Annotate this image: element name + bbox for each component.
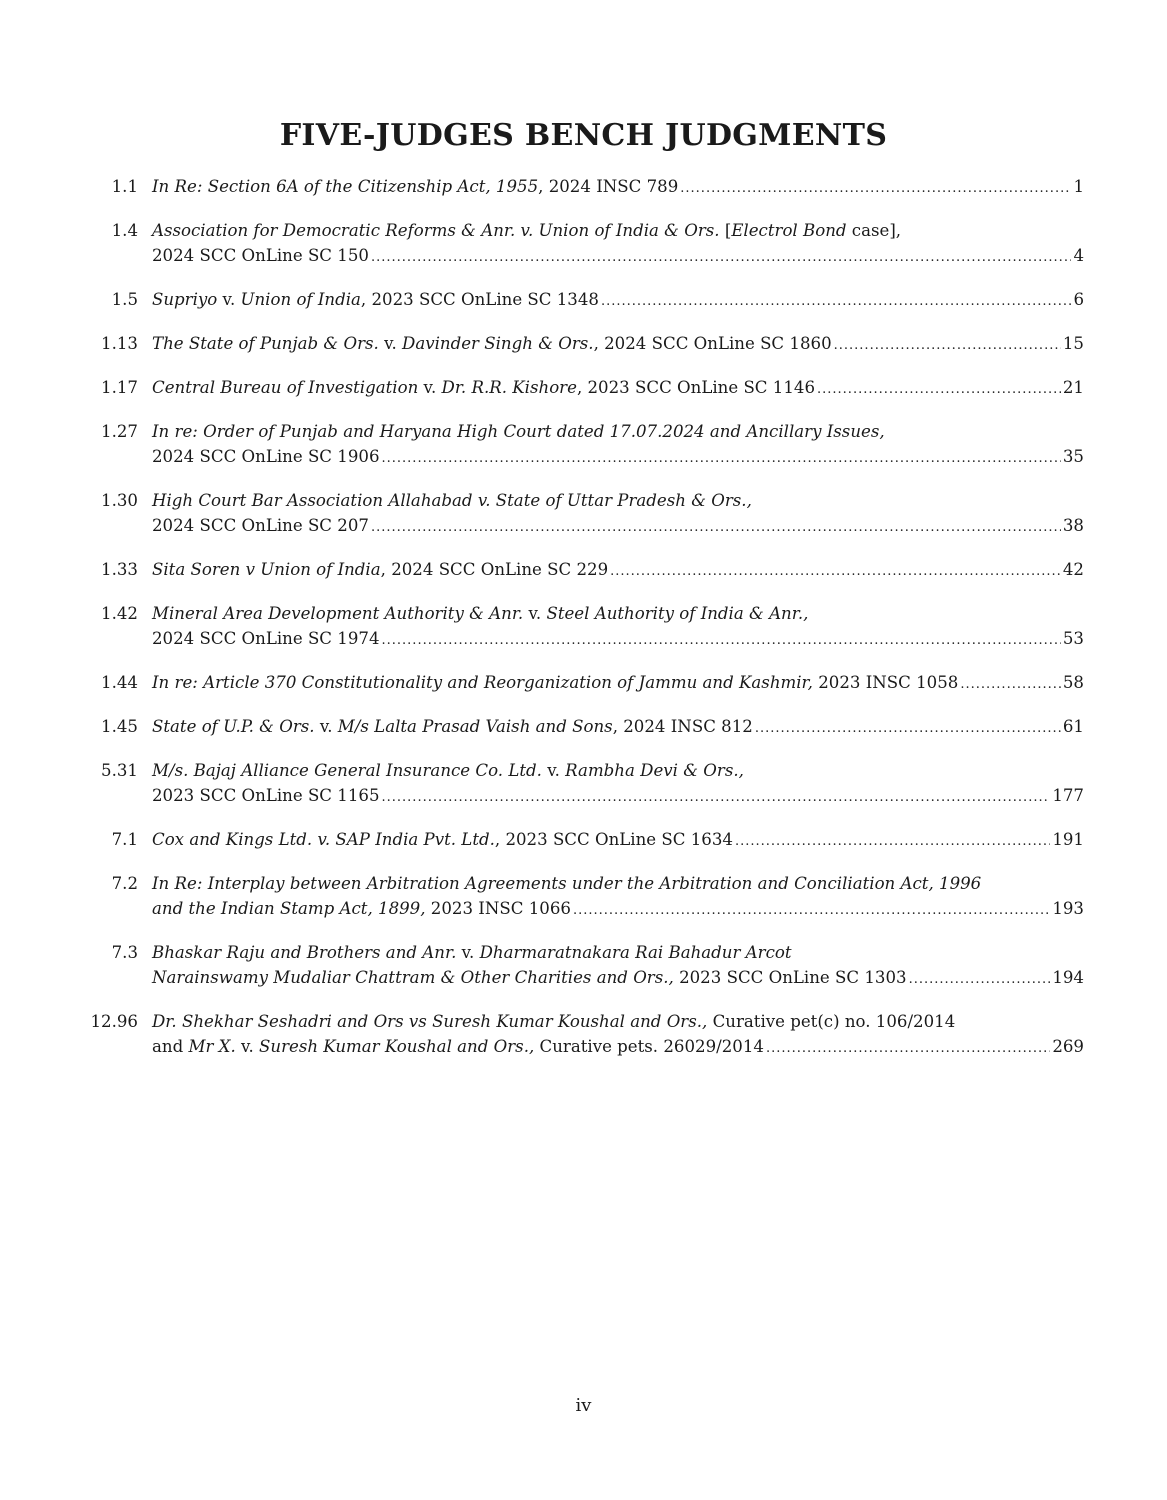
dot-leader	[371, 245, 1071, 270]
table-of-contents	[82, 174, 1084, 1078]
entry-line	[152, 601, 1084, 626]
case-name-italic: Dr. R.R. Kishore	[441, 378, 577, 397]
case-name-italic: Davinder Singh & Ors.	[402, 334, 594, 353]
dot-leader	[817, 377, 1061, 402]
toc-entry[interactable]	[82, 827, 1084, 854]
dot-leader	[382, 446, 1061, 471]
toc-entry[interactable]	[82, 488, 1084, 540]
entry-number: 7.3	[111, 943, 138, 962]
entry-line	[152, 419, 1084, 444]
case-name-italic: Sita Soren v Union of India	[152, 560, 381, 579]
case-name-italic: Union of India	[240, 290, 361, 309]
toc-entry[interactable]	[82, 218, 1084, 270]
entry-line	[152, 513, 1084, 540]
page-number: 269	[1052, 1037, 1084, 1056]
dot-leader	[610, 559, 1061, 584]
citation-text: , 2023 SCC OnLine SC 1634	[494, 830, 733, 849]
case-name-italic: Bhaskar Raju and Brothers and Anr.	[152, 943, 457, 962]
citation-text: 2024 SCC OnLine SC 1974	[152, 629, 380, 648]
page-number: 58	[1062, 673, 1084, 692]
citation-text: [	[719, 221, 732, 240]
entry-line	[152, 557, 1084, 584]
dot-leader	[382, 785, 1051, 810]
dot-leader	[382, 628, 1061, 653]
entry-number: 5.31	[101, 761, 138, 780]
citation-text: 2023 INSC 1058	[812, 673, 959, 692]
citation-text: and	[152, 1037, 189, 1056]
citation-text: v.	[541, 761, 566, 780]
case-name-italic: Narainswamy Mudaliar Chattram & Other Charities and Ors.,	[152, 968, 674, 987]
citation-text: , 2024 SCC OnLine SC 1860	[593, 334, 832, 353]
page-number: 6	[1073, 290, 1084, 309]
case-name-italic: Supriyo	[152, 290, 218, 309]
toc-entry[interactable]	[82, 375, 1084, 402]
case-name-italic: M/s Lalta Prasad Vaish and Sons	[337, 717, 613, 736]
entry-number: 1.27	[101, 422, 138, 441]
case-name-italic: Association for Democratic Reforms & Anr. v. Union of India & Ors.	[152, 221, 720, 240]
citation-text: v.	[418, 378, 442, 397]
citation-text: 2023 SCC OnLine SC 1303	[673, 968, 907, 987]
dot-leader	[766, 1036, 1050, 1061]
case-name-italic: In Re: Interplay between Arbitration Agreements under the Arbitration and Conciliation Act, 1996	[152, 874, 982, 893]
citation-text: v.	[217, 290, 241, 309]
citation-text: , 2024 INSC 789	[538, 177, 679, 196]
dot-leader	[371, 515, 1061, 540]
dot-leader	[601, 289, 1071, 314]
citation-text: 2023 INSC 1066	[425, 899, 571, 918]
entry-line	[152, 965, 1084, 992]
toc-entry[interactable]	[82, 331, 1084, 358]
case-name-italic: M/s. Bajaj Alliance General Insurance Co. Ltd.	[152, 761, 542, 780]
citation-text: 2024 SCC OnLine SC 207	[152, 516, 369, 535]
citation-text: 2024 SCC OnLine SC 150	[152, 246, 369, 265]
page-number: 42	[1062, 560, 1084, 579]
case-name-italic: State of U.P. & Ors.	[152, 717, 315, 736]
entry-number: 12.96	[90, 1012, 138, 1031]
toc-entry[interactable]	[82, 670, 1084, 697]
toc-entry[interactable]	[82, 287, 1084, 314]
entry-number: 7.1	[111, 830, 138, 849]
toc-entry[interactable]	[82, 601, 1084, 653]
page-number: 38	[1062, 516, 1084, 535]
entry-number: 1.1	[111, 177, 138, 196]
case-name-italic: In Re: Section 6A of the Citizenship Act, 1955	[152, 177, 539, 196]
dot-leader	[909, 967, 1051, 992]
entry-line	[152, 444, 1084, 471]
page-title: FIVE-JUDGES BENCH JUDGMENTS	[279, 118, 888, 153]
entry-line	[152, 1034, 1084, 1061]
case-name-italic: In re: Order of Punjab and Haryana High Court dated 17.07.2024 and Ancillary Issues,	[152, 422, 885, 441]
citation-text: v.	[523, 604, 547, 623]
entry-number: 1.44	[101, 673, 138, 692]
entry-line	[152, 174, 1084, 201]
page-number: 194	[1052, 968, 1084, 987]
toc-entry[interactable]	[82, 940, 1084, 992]
entry-line	[152, 626, 1084, 653]
citation-text: Curative pet(c) no. 106/2014	[707, 1012, 956, 1031]
citation-text: , 2024 SCC OnLine SC 229	[380, 560, 609, 579]
page-number: 15	[1062, 334, 1084, 353]
citation-text: Curative pets. 26029/2014	[534, 1037, 764, 1056]
toc-entry[interactable]	[82, 419, 1084, 471]
entry-number: 1.17	[101, 378, 138, 397]
case-name-italic: Cox and Kings Ltd. v. SAP India Pvt. Ltd.	[152, 830, 495, 849]
case-name-italic: Rambha Devi & Ors.,	[565, 761, 744, 780]
toc-entry[interactable]	[82, 1009, 1084, 1061]
citation-text: , 2023 SCC OnLine SC 1348	[360, 290, 599, 309]
entry-number: 1.45	[101, 717, 138, 736]
dot-leader	[680, 176, 1071, 201]
citation-text: , 2024 INSC 812	[612, 717, 753, 736]
entry-line	[152, 896, 1084, 923]
entry-line	[152, 940, 1084, 965]
citation-text: v.	[314, 717, 338, 736]
entry-line	[152, 871, 1084, 896]
page-number: 4	[1073, 246, 1084, 265]
citation-text: 2023 SCC OnLine SC 1165	[152, 786, 380, 805]
entry-line	[152, 331, 1084, 358]
dot-leader	[755, 716, 1061, 741]
citation-text: case],	[846, 221, 902, 240]
citation-text: , 2023 SCC OnLine SC 1146	[576, 378, 816, 397]
entry-line	[152, 287, 1084, 314]
entry-line	[152, 783, 1084, 810]
case-name-italic: High Court Bar Association Allahabad v. State of Uttar Pradesh & Ors.,	[152, 491, 752, 510]
case-name-italic: Suresh Kumar Koushal and Ors.,	[259, 1037, 535, 1056]
case-name-italic: Electrol Bond	[731, 221, 847, 240]
entry-line	[152, 670, 1084, 697]
page-number: 1	[1073, 177, 1084, 196]
case-name-italic: The State of Punjab & Ors.	[152, 334, 379, 353]
citation-text: v.	[235, 1037, 260, 1056]
citation-text: 2024 SCC OnLine SC 1906	[152, 447, 380, 466]
case-name-italic: Dr. Shekhar Seshadri and Ors vs Suresh Kumar Koushal and Ors.,	[152, 1012, 708, 1031]
toc-entry[interactable]	[82, 714, 1084, 741]
citation-text: v.	[378, 334, 403, 353]
case-name-italic: Mr X.	[188, 1037, 236, 1056]
dot-leader	[960, 672, 1061, 697]
case-name-italic: Steel Authority of India & Anr.,	[546, 604, 809, 623]
entry-line	[152, 243, 1084, 270]
page-number: 191	[1052, 830, 1084, 849]
page-number: 35	[1062, 447, 1084, 466]
entry-number: 1.42	[101, 604, 138, 623]
entry-number: 1.30	[101, 491, 138, 510]
case-name-italic: Dharmaratnakara Rai Bahadur Arcot	[479, 943, 792, 962]
toc-entry[interactable]	[82, 758, 1084, 810]
case-name-italic: Mineral Area Development Authority & Anr.	[152, 604, 524, 623]
case-name-italic: and the Indian Stamp Act, 1899,	[152, 899, 426, 918]
entry-number: 1.5	[111, 290, 138, 309]
entry-number: 1.13	[101, 334, 138, 353]
page-number-footer: iv	[575, 1395, 592, 1416]
toc-entry[interactable]	[82, 871, 1084, 923]
entry-line	[152, 488, 1084, 513]
toc-entry[interactable]	[82, 174, 1084, 201]
entry-number: 7.2	[111, 874, 138, 893]
page-number: 193	[1052, 899, 1084, 918]
toc-entry[interactable]	[82, 557, 1084, 584]
entry-line	[152, 218, 1084, 243]
page-number: 177	[1052, 786, 1084, 805]
dot-leader	[834, 333, 1061, 358]
entry-line	[152, 758, 1084, 783]
case-name-italic: Central Bureau of Investigation	[152, 378, 419, 397]
entry-number: 1.4	[111, 221, 138, 240]
page-number: 21	[1062, 378, 1084, 397]
entry-line	[152, 375, 1084, 402]
dot-leader	[735, 829, 1050, 854]
citation-text: v.	[456, 943, 480, 962]
entry-line	[152, 827, 1084, 854]
entry-line	[152, 714, 1084, 741]
entry-line	[152, 1009, 1084, 1034]
entry-number: 1.33	[101, 560, 138, 579]
page-number: 53	[1062, 629, 1084, 648]
case-name-italic: In re: Article 370 Constitutionality and Reorganization of Jammu and Kashmir,	[152, 673, 813, 692]
dot-leader	[573, 898, 1050, 923]
page-number: 61	[1062, 717, 1084, 736]
